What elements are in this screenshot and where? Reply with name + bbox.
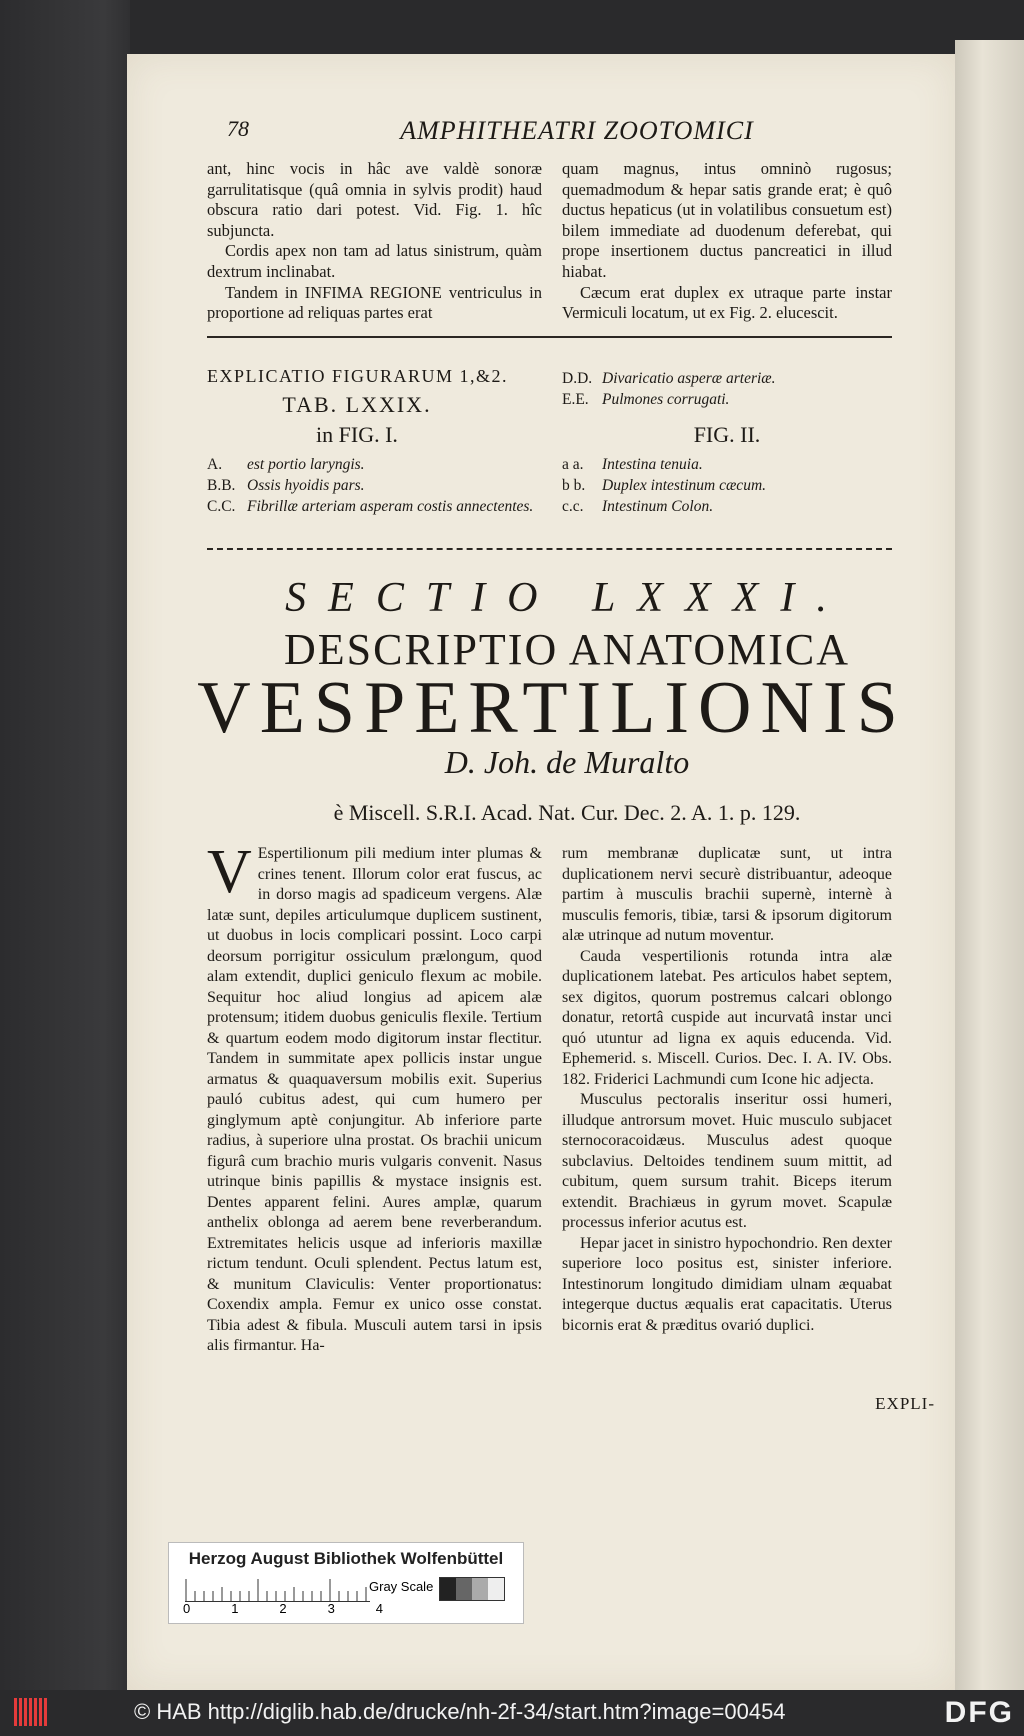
section-title: SECTIO LXXXI. <box>285 575 849 621</box>
legend-key: c.c. <box>562 498 584 515</box>
legend-item <box>562 496 892 517</box>
color-calibration-card <box>168 1542 524 1624</box>
legend-key: A. <box>207 456 223 473</box>
table-label: TAB. LXXIX. <box>282 392 432 417</box>
legend-key: B.B. <box>207 477 236 494</box>
column-right-top <box>562 159 892 324</box>
legend-right-top <box>562 368 892 410</box>
dfg-logo: DFG <box>944 1696 1014 1729</box>
description-heading: DESCRIPTIO ANATOMICA <box>283 625 851 674</box>
legend-key: C.C. <box>207 498 236 515</box>
ruler-number: 4 <box>375 1601 383 1616</box>
ruler-number: 0 <box>183 1601 191 1616</box>
column-left-top <box>207 159 542 324</box>
ruler-number: 1 <box>231 1601 239 1616</box>
legend-text: Intestinum Colon. <box>602 498 714 515</box>
legend-text: est portio laryngis. <box>247 456 365 473</box>
legend-text: Intestina tenuia. <box>602 456 703 473</box>
library-name: Herzog August Bibliothek Wolfenbüttel <box>188 1549 504 1568</box>
viewer-footer <box>0 1690 1024 1736</box>
body-column-right <box>562 844 892 1336</box>
fig1-label: in FIG. I. <box>316 422 398 447</box>
gray-scale-swatch <box>439 1577 505 1601</box>
paragraph: Cæcum erat duplex ex utraque parte instar Vermiculi locatum, ut ex Fig. 2. elucescit. <box>562 282 892 323</box>
legend-text: Fibrillæ arteriam asperam costis annectentes. <box>247 498 534 515</box>
book-page <box>127 54 955 1690</box>
ruler-ticks <box>185 1579 370 1601</box>
catchword: EXPLI- <box>875 1394 935 1413</box>
citation-line: è Miscell. S.R.I. Acad. Nat. Cur. Dec. 2. A. 1. p. 129. <box>333 800 801 825</box>
legend-text: Pulmones corrugati. <box>602 391 730 408</box>
legend-right <box>562 454 892 517</box>
explicatio-heading: EXPLICATIO FIGURARUM 1,&2. <box>207 366 509 386</box>
paragraph: ant, hinc vocis in hâc ave valdè sonoræ garrulitatisque (quâ omnia in sylvis prodit) haud obscura ratio dari potest. Vid. Fig. 1. hîc subjuncta. <box>207 159 542 240</box>
page-number: 78 <box>227 116 249 141</box>
legend-key: b b. <box>562 477 586 494</box>
dashed-divider <box>207 548 892 550</box>
legend-item <box>207 454 547 475</box>
ruler-number: 2 <box>279 1601 287 1616</box>
body-column-left <box>207 838 542 1357</box>
legend-key: E.E. <box>562 391 589 408</box>
adjacent-page-edge <box>955 40 1024 1690</box>
paragraph: quam magnus, intus omninò rugosus; quemadmodum & hepar satis grande erat; è quô ductus hepaticus (ut in volatilibus consuetum est) bilem immediate ad duodenum deferebat, qui prope insertionem ductus pancreatici in illud hiabat. <box>562 159 892 281</box>
paragraph: rum membranæ duplicatæ sunt, ut intra duplicationem nervi securè distribuantur, adeoque partim à musculis brachii supernè, internè à musculis femoris, tibiæ, tarsi & ipsorum digitorum alæ utrinque ad nutum moventur. <box>562 845 892 944</box>
library-logo-icon <box>14 1698 52 1726</box>
author-line: D. Joh. de Muralto <box>444 744 690 780</box>
fig2-label: FIG. II. <box>693 422 761 447</box>
legend-item <box>562 368 892 389</box>
paragraph: Cauda vespertilionis rotunda intra alæ duplicationem latebat. Pes articulos habet septem, sex digitos, quorum postremus calcari oblongo donatur, retortâ cuspide aut incurvatâ instar unci quó utuntur ad ligna ex aquis educenda. Vid. Ephemerid. s. Miscell. Curios. Dec. I. A. IV. Obs. 182. Friderici Lachmundi cum Icone hic adjecta. <box>562 947 892 1088</box>
paragraph: Tandem in INFIMA REGIONE ventriculus in proportione ad reliquas partes erat <box>207 282 542 323</box>
legend-text: Duplex intestinum cæcum. <box>602 477 767 494</box>
paragraph: Espertilionum pili medium inter plumas & crines tenent. Illorum color erat fuscus, ac in dorso magis ad spadiceum vergens. Alæ latæ sunt, depiles articulumque duplicem sustinent, ut duobus in locis complicari possint. Loco carpi deorsum porrigitur ossiculum prælongum, quod alam extendit, duplici geniculo flexum ac mobile. Sequitur hoc aliud longius ad apicem alæ protensum; itidem duobus geniculis flexile. Tertium & quartum eodem modo digitorum instar flectitur. Tandem in summitate apex pollicis instar ungue armatus & quaquaversum mobilis exit. Superius pauló cubitus adest, qui cum humero per ginglymum aptè conjungitur. Ab inferiore parte radius, à superiore ulna prostat. Os brachii unicum figurâ cum brachio muris vulgaris convenit. Nasus utrinque binis papillis & mystace insignis est. Dentes apparent felini. Aures amplæ, quarum anthelix oblonga ad aerem bene reverberandum. Extremitates helicis usque ad inferioris maxillæ rictum tendunt. Oculi splendent. Pectus latum est, & munitum Claviculis: Venter proportionatus: Coxendix ampla. Femur ex unico osse constat. Tibia adest & fibula. Musculi autem tarsi in ipsis alis firmantur. Ha- <box>207 845 542 1354</box>
running-head: AMPHITHEATRI ZOOTOMICI <box>400 116 754 145</box>
legend-item <box>562 475 892 496</box>
legend-text: Ossis hyoidis pars. <box>247 477 365 494</box>
paragraph: Cordis apex non tam ad latus sinistrum, quàm dextrum inclinabat. <box>207 241 542 281</box>
legend-item <box>562 389 892 410</box>
legend-key: a a. <box>562 456 584 473</box>
paragraph: Hepar jacet in sinistro hypochondrio. Ren dexter superiore loco positus est, sinister inferiore. Intestinorum longitudo dimidiam ulnam æquabat integerque ductus æqualis erat capacitatis. Uterus bicornis erat & præditus ovarió duplici. <box>562 1234 892 1334</box>
gray-scale-label: Gray Scale <box>369 1579 434 1594</box>
legend-left <box>207 454 547 517</box>
legend-item <box>207 475 547 496</box>
main-title: VESPERTILIONIS <box>197 667 907 749</box>
paragraph: Musculus pectoralis inseritur ossi humeri, illudque antrorsum movet. Huic musculo subjacet sternocoracoidæus. Musculus adest quoque subclavius. Deltoides tendinem suum mittit, ad cubitum, quem sursum trahit. Biceps iterum extendit. Brachiæus in gyrum movet. Scapulæ processus inferior acutus est. <box>562 1091 892 1231</box>
legend-item <box>207 496 547 517</box>
drop-cap: V <box>207 838 252 906</box>
legend-text: Divaricatio asperæ arteriæ. <box>602 370 776 387</box>
ruler-scale <box>185 1579 370 1602</box>
left-background <box>0 0 130 1690</box>
legend-item <box>562 454 892 475</box>
copyright-link[interactable]: © HAB http://diglib.hab.de/drucke/nh-2f-34/start.htm?image=00454 <box>134 1699 786 1724</box>
ruler-number: 3 <box>327 1601 335 1616</box>
divider <box>207 336 892 338</box>
ruler-numbers <box>183 1601 383 1616</box>
legend-key: D.D. <box>562 370 593 387</box>
